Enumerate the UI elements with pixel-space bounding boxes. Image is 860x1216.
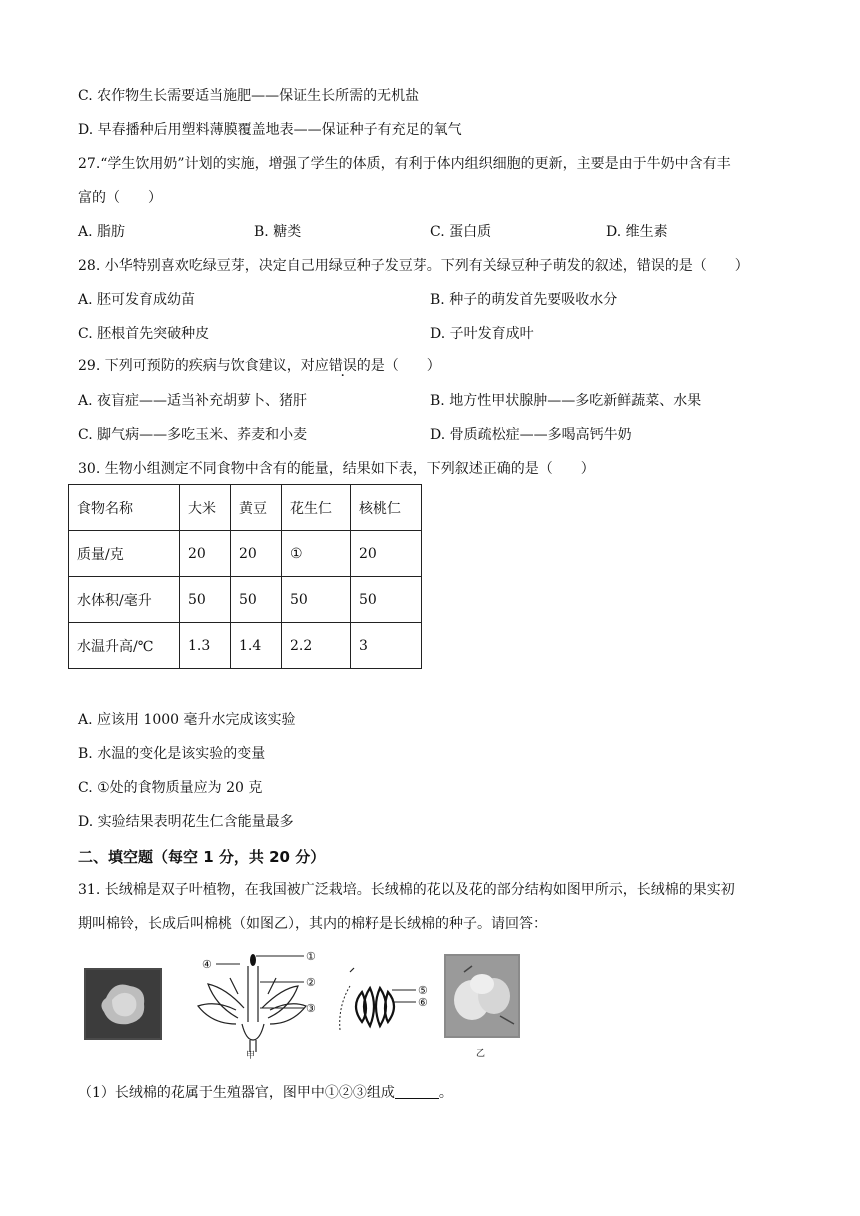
table-cell: 水体积/毫升 xyxy=(69,577,180,623)
q29-option-d: D. 骨质疏松症——多喝高钙牛奶 xyxy=(430,427,632,443)
q30-option-c: C. ①处的食物质量应为 20 克 xyxy=(78,780,263,796)
q29-emphasis: 错误 xyxy=(328,358,357,374)
q27-stem-line2: 富的（ ） xyxy=(78,190,162,206)
table-row xyxy=(69,623,422,669)
table-row xyxy=(69,577,422,623)
q29-option-b: B. 地方性甲状腺肿——多吃新鲜蔬菜、水果 xyxy=(430,393,702,409)
q26-option-d: D. 早春播种后用塑料薄膜覆盖地表——保证种子有充足的氧气 xyxy=(78,122,462,138)
q29-option-a: A. 夜盲症——适当补充胡萝卜、猪肝 xyxy=(78,393,308,409)
q28-option-b: B. 种子的萌发首先要吸收水分 xyxy=(430,292,618,308)
q26-option-c: C. 农作物生长需要适当施肥——保证生长所需的无机盐 xyxy=(78,88,420,104)
q31-stem-line2: 期叫棉铃，长成后叫棉桃（如图乙），其内的棉籽是长绒棉的种子。请回答： xyxy=(78,916,547,932)
table-cell: 50 xyxy=(351,577,422,623)
table-cell: 水温升高/℃ xyxy=(69,623,180,669)
table-header-cell: 花生仁 xyxy=(282,485,351,531)
table-cell: 1.3 xyxy=(180,623,231,669)
section-heading-fill-in: 二、填空题（每空 1 分，共 20 分） xyxy=(78,848,326,866)
q28-option-a: A. 胚可发育成幼苗 xyxy=(78,292,196,308)
q30-option-a: A. 应该用 1000 毫升水完成该实验 xyxy=(78,712,296,728)
cotton-boll-photo xyxy=(444,954,520,1058)
label-yi: 乙 xyxy=(476,1049,486,1058)
q28-option-d: D. 子叶发育成叶 xyxy=(430,326,534,342)
table-cell: 质量/克 xyxy=(69,531,180,577)
food-energy-table xyxy=(68,484,422,669)
table-header-cell: 黄豆 xyxy=(231,485,282,531)
q31-sub1-end: 。 xyxy=(438,1085,453,1101)
q29-stem-pre: 29. 下列可预防的疾病与饮食建议，对应 xyxy=(78,358,329,374)
q30-option-b: B. 水温的变化是该实验的变量 xyxy=(78,746,266,762)
q31-sub1-answer-blank[interactable] xyxy=(395,1084,439,1099)
table-cell: 20 xyxy=(231,531,282,577)
q31-sub1 xyxy=(78,1083,453,1103)
q27-option-d: D. 维生素 xyxy=(606,224,668,240)
table-cell: 50 xyxy=(282,577,351,623)
label-1: ① xyxy=(306,950,316,963)
table-row xyxy=(69,531,422,577)
table-header-cell: 核桃仁 xyxy=(351,485,422,531)
q29-stem-post: 的是（ ） xyxy=(356,358,441,374)
table-cell: ① xyxy=(282,531,351,577)
label-4: ④ xyxy=(202,958,212,971)
table-cell: 20 xyxy=(351,531,422,577)
table-header-cell: 食物名称 xyxy=(69,485,180,531)
q27-option-c: C. 蛋白质 xyxy=(430,224,492,240)
q27-stem-line1: 27.“学生饮用奶”计划的实施，增强了学生的体质，有利于体内组织细胞的更新，主要是由于牛奶中含有丰 xyxy=(78,156,731,172)
table-cell: 3 xyxy=(351,623,422,669)
label-5: ⑤ xyxy=(418,984,428,997)
label-6: ⑥ xyxy=(418,996,428,1009)
q29-option-c: C. 脚气病——多吃玉米、荞麦和小麦 xyxy=(78,427,308,443)
q29-stem xyxy=(78,356,441,376)
table-cell: 50 xyxy=(231,577,282,623)
label-2: ② xyxy=(306,976,316,989)
q31-stem-line1: 31. 长绒棉是双子叶植物，在我国被广泛栽培。长绒棉的花以及花的部分结构如图甲所示，长绒棉的果实初 xyxy=(78,882,735,898)
label-3: ③ xyxy=(306,1002,316,1015)
table-cell: 1.4 xyxy=(231,623,282,669)
q27-option-a: A. 脂肪 xyxy=(78,224,126,240)
table-header-cell: 大米 xyxy=(180,485,231,531)
q27-option-b: B. 糖类 xyxy=(254,224,302,240)
cotton-flower-photo xyxy=(84,968,162,1040)
flower-structure-diagram xyxy=(186,948,326,1060)
table-cell: 2.2 xyxy=(282,623,351,669)
q30-option-d: D. 实验结果表明花生仁含能量最多 xyxy=(78,814,294,830)
anther-cross-section-diagram xyxy=(336,966,436,1038)
label-jia: 甲 xyxy=(246,1051,256,1060)
q31-sub1-text: （1）长绒棉的花属于生殖器官，图甲中①②③组成 xyxy=(78,1085,395,1101)
table-cell: 50 xyxy=(180,577,231,623)
q30-stem: 30. 生物小组测定不同食物中含有的能量，结果如下表，下列叙述正确的是（ ） xyxy=(78,461,595,477)
table-cell: 20 xyxy=(180,531,231,577)
table-header-row xyxy=(69,485,422,531)
q28-option-c: C. 胚根首先突破种皮 xyxy=(78,326,210,342)
q28-stem: 28. 小华特别喜欢吃绿豆芽，决定自己用绿豆种子发豆芽。下列有关绿豆种子萌发的叙述，错误的是（ ） xyxy=(78,258,749,274)
